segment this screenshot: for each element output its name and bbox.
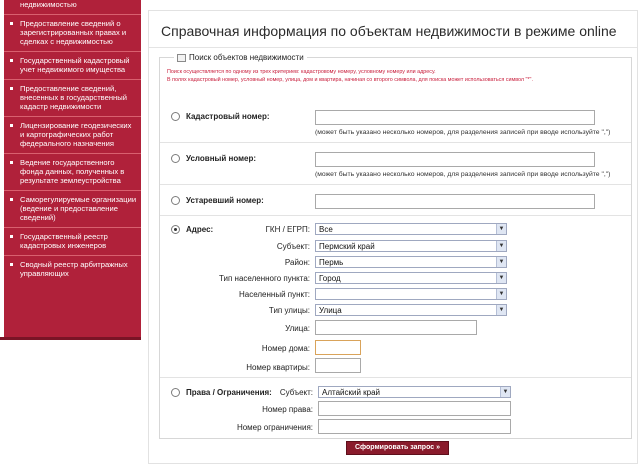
page-title: Справочная информация по объектам недвижимости в режиме online — [161, 23, 617, 39]
rights-radio[interactable] — [171, 388, 180, 397]
subject-value: Пермский край — [319, 242, 375, 251]
bullet-icon — [10, 235, 13, 238]
settlement-select[interactable] — [315, 288, 507, 300]
section-divider — [160, 184, 631, 185]
subject-row — [200, 242, 310, 256]
search-legend — [174, 53, 307, 62]
apartment-label: Номер квартиры: — [246, 363, 310, 372]
bullet-icon — [10, 22, 13, 25]
settlement-row — [180, 290, 310, 304]
settlement-type-row — [180, 274, 310, 288]
settlement-type-value: Город — [319, 274, 341, 283]
cadastral-hint: (может быть указано несколько номеров, для разделения записей при вводе используйте ",") — [315, 129, 611, 136]
sidebar-item-sro[interactable] — [4, 190, 141, 227]
rights-subject-select[interactable] — [318, 386, 511, 398]
rights-subject-value: Алтайский край — [322, 388, 381, 397]
chevron-down-icon: ▼ — [496, 305, 506, 315]
sidebar-item-engineers-registry[interactable] — [4, 227, 141, 255]
sidebar-menu — [4, 0, 141, 338]
restriction-number-input[interactable] — [318, 419, 511, 434]
restriction-number-row — [200, 423, 313, 437]
sidebar-item-licensing[interactable] — [4, 116, 141, 153]
subject-label: Субъект: — [276, 242, 310, 251]
street-type-value: Улица — [319, 306, 342, 315]
street-type-row — [200, 306, 310, 320]
conditional-hint: (может быть указано несколько номеров, для разделения записей при вводе используйте ",") — [315, 171, 611, 178]
street-type-label: Тип улицы: — [268, 306, 310, 315]
chevron-down-icon: ▼ — [496, 273, 506, 283]
chevron-down-icon: ▼ — [500, 387, 510, 397]
right-number-input[interactable] — [318, 401, 511, 416]
obsolete-input[interactable] — [315, 194, 595, 209]
gkn-select[interactable] — [315, 223, 507, 235]
district-select[interactable] — [315, 256, 507, 268]
conditional-label: Условный номер: — [186, 154, 257, 163]
street-input[interactable] — [315, 320, 477, 335]
sidebar-item-label: Предоставление сведений, внесенных в государственный кадастр недвижимости — [20, 84, 127, 111]
gkn-row — [200, 225, 310, 239]
sidebar-item-cadastral-registration[interactable] — [4, 51, 141, 79]
bullet-icon — [10, 263, 13, 266]
right-number-row — [200, 405, 313, 419]
sidebar-item-real-estate[interactable] — [4, 0, 141, 14]
house-label: Номер дома: — [261, 344, 310, 353]
bullet-icon — [10, 161, 13, 164]
sidebar-item-cadastre-info[interactable] — [4, 79, 141, 116]
apartment-row — [200, 363, 310, 377]
address-radio[interactable] — [171, 225, 180, 234]
bullet-icon — [10, 87, 13, 90]
conditional-radio[interactable] — [171, 154, 180, 163]
sidebar-item-label: Государственный кадастровый учет недвижимого имущества — [20, 56, 130, 74]
chevron-down-icon: ▼ — [496, 289, 506, 299]
sidebar-item-registered-rights[interactable] — [4, 14, 141, 51]
main-panel — [148, 10, 638, 464]
chevron-down-icon: ▼ — [496, 241, 506, 251]
sidebar-item-label: Государственный реестр кадастровых инженеров — [20, 232, 108, 250]
sidebar-item-label: Ведение государственного фонда данных, полученных в результате землеустройства — [20, 158, 125, 185]
settlement-label: Населенный пункт: — [238, 290, 310, 299]
sidebar-item-label: Лицензирование геодезических и картографических работ федерального назначения — [20, 121, 132, 148]
district-value: Пермь — [319, 258, 344, 267]
cadastral-label: Кадастровый номер: — [186, 112, 270, 121]
cadastral-input[interactable] — [315, 110, 595, 125]
restriction-number-label: Номер ограничения: — [236, 423, 313, 432]
subject-select[interactable] — [315, 240, 507, 252]
rights-subject-label: Субъект: — [279, 388, 313, 397]
bullet-icon — [10, 198, 13, 201]
cadastral-radio[interactable] — [171, 112, 180, 121]
sidebar-item-label: Сводный реестр арбитражных управляющих — [20, 260, 128, 278]
address-label: Адрес: — [186, 225, 214, 234]
search-notice-wildcard: В полях кадастровый номер, условный номер, улица, дом и квартира, начиная со второго символа, для поиска может использоваться символ "*". — [167, 77, 533, 83]
apartment-input[interactable] — [315, 358, 361, 373]
sidebar-item-land-fund[interactable] — [4, 153, 141, 190]
gkn-value: Все — [319, 225, 333, 234]
settlement-type-label: Тип населенного пункта: — [218, 274, 310, 283]
street-label: Улица: — [285, 324, 310, 333]
sidebar-item-arbitration-registry[interactable] — [4, 255, 141, 283]
district-row — [200, 258, 310, 272]
legend-label: Поиск объектов недвижимости — [189, 53, 304, 62]
sidebar-item-label: Предоставление сведений о зарегистрированных правах и сделках с недвижимостью — [20, 19, 127, 46]
settlement-type-select[interactable] — [315, 272, 507, 284]
title-divider — [149, 47, 637, 48]
bullet-icon — [10, 124, 13, 127]
chevron-down-icon: ▼ — [496, 257, 506, 267]
chevron-down-icon: ▼ — [496, 224, 506, 234]
right-number-label: Номер права: — [262, 405, 313, 414]
sidebar-item-label: недвижимостью — [20, 0, 77, 9]
search-form-icon — [177, 54, 186, 62]
sidebar-item-label: Саморегулируемые организации (ведение и предоставление сведений) — [20, 195, 137, 222]
section-divider — [160, 377, 631, 378]
house-row — [200, 344, 310, 358]
submit-request-button[interactable]: Сформировать запрос » — [346, 441, 449, 455]
rights-label: Права / Ограничения: — [186, 388, 272, 397]
sidebar-shadow — [0, 337, 141, 340]
search-fieldset — [159, 53, 632, 439]
house-input[interactable] — [315, 340, 361, 355]
bullet-icon — [10, 59, 13, 62]
rights-subject-row — [250, 388, 313, 402]
conditional-input[interactable] — [315, 152, 595, 167]
street-row — [200, 324, 310, 338]
section-divider — [160, 215, 631, 216]
obsolete-label: Устаревший номер: — [186, 196, 264, 205]
gkn-label: ГКН / ЕГРП: — [265, 225, 310, 234]
search-notice-criteria: Поиск осуществляется по одному из трех критериев: кадастровому номеру, условному номеру или адресу. — [167, 69, 436, 75]
obsolete-radio[interactable] — [171, 196, 180, 205]
district-label: Район: — [284, 258, 310, 267]
section-divider — [160, 142, 631, 143]
street-type-select[interactable] — [315, 304, 507, 316]
